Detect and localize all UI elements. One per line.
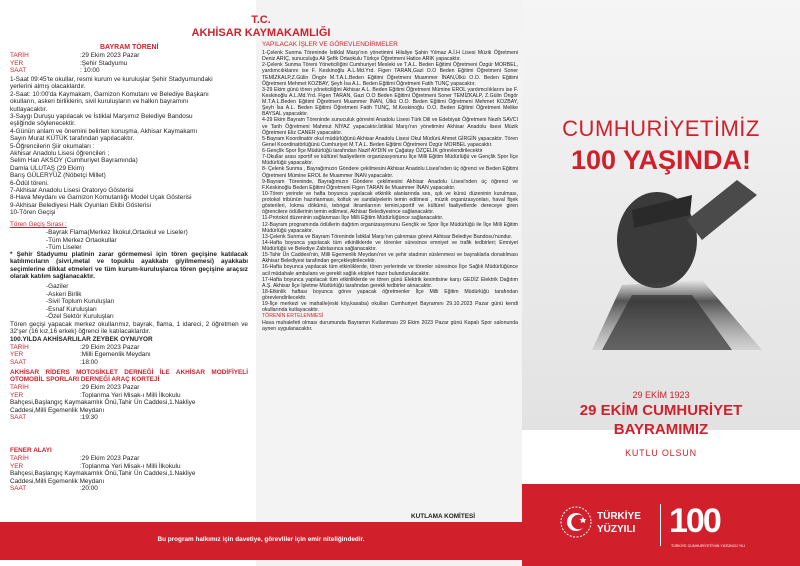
program-line: 2-Saat: 10:00'da Kaymakam, Garnizon Komutanı ve Belediye Başkanı (10, 90, 209, 98)
motor-time-value: :19:30 (80, 414, 98, 421)
program-line: 8-Hava Meydanı ve Garnizon Komutanlığı Model Uçak Gösterisi (10, 194, 192, 202)
motor-place-label: YER (10, 391, 24, 399)
duty-paragraph: 12-Bayram programında ödüllerin dağıtım organizasyonunu Gençlik ve Spor İlçe Müdürlüğü ile İlçe Milli Eğitim Müdürlüğü yapacaktır. (262, 221, 518, 234)
motor-route: Bahçesi,Başlangıç Kaymakamlık Önü,Tahir Ün Caddesi,1.Nakliye (10, 399, 196, 406)
program-line: Sayın Murat KÜTÜK tarafından yapılacaktır. (10, 135, 135, 143)
ceremony-place-label: YER (10, 59, 24, 67)
duty-paragraph: 2-Çelenk Sunma Töreni Yöneticiliğini Cumhuriyet Mesleki ve T.A.L. Beden Eğitimi Öğretmeni Özgür MORBEL, yardımcılıklarını ise F. Keskinoğlu A.L.Md.Yrd. Figen TARAN,Gazi O.O Beden Eğitimi Öğretmeni Soner TEMİZKALP,Z.Gülin Öngör M.T.A.L.Beden Eğitimi Öğretmeni Muammer İNAN,Ülkü O.O. Beden Eğitimi Öğretmeni Mehmet KOZBAY, Şeyh İsa A.L. Beden Eğitimi Öğretmeni Fatih TUNÇ yapacaktır. (262, 62, 518, 87)
logo-100: 100 (669, 502, 720, 540)
program-line: 9-Akhisar Belediyesi Halk Oyunları Ekibi Gösterisi (10, 201, 151, 209)
zeybek-date-label: TARİH (10, 343, 29, 351)
motor-route: Caddesi,Milli Egemenlik Meydanı (10, 406, 105, 414)
ceremony-place-value: :Şehir Stadyumu (80, 59, 128, 67)
duty-paragraph: 5-Bayram Koordinatör okul müdürlüğünü Akhisar Anadolu Lisesi Okul Müdürü Ahmet GİRGİN yapacaktır. Tören Genel Koordinatörlüğünü Cumhuriyet M.T.A.L. Beden Eğitimi Öğretmeni Özgür MORBEL yapacaktır. (262, 135, 518, 148)
footer-bar (0, 522, 522, 560)
duty-paragraph: 18-Etkinlik haftası boyunca görev yapacak öğretmenler İlçe Milli Eğitim Müdürlüğü tarafından görevlendirilecektir. (262, 288, 518, 301)
duty-paragraph: 4-29 Ekim Bayram Töreninde sunuculuk görevini Anadolu Lisesi Türk Dili ve Edebiyatı Öğretmeni Nezih SAVCI ve Tarih Öğretmeni Mahmut NİYAZ yapacaktır.İstiklal Marşı'nın yönetimini Akhisar Anadolu lisesi Müzik Öğretmeni Eliz CANER yapacaktır. (262, 117, 518, 136)
motor-place-value: :Toplanma Yeri Misak-ı Milli İlkokulu (80, 391, 181, 399)
header-kaymakamlik: AKHİSAR KAYMAKAMLIĞI (191, 27, 331, 39)
logo-divider (660, 504, 661, 546)
cover-headline-1: CUMHURİYETİMİZ (562, 116, 760, 141)
parade-item: -Tüm Liseler (46, 244, 82, 251)
postponement-text: Hava muhalefeti olması durumunda Bayramın Kutlanması 29 Ekim 2023 Pazar günü Kapalı Spor salonunda aynen uygulanacaktır. (262, 319, 518, 332)
duty-paragraph: 7-Okullar arası sportif ve kültürel faaliyetlerin organizasyonunu İlçe Milli Eğitim Müdürlüğü ve Gençlik Spor İlçe Müdürlüğü yapacaktır. (262, 154, 518, 167)
program-line: 3-Saygı Duruşu yapılacak ve İstiklal Marşımız Belediye Bandosu (10, 113, 193, 120)
duty-paragraph: 13-Çelenk Sunma ve Bayram Töreninde İstiklal Marşı'nın çalınması görevi Akhisar Belediye Bandosu'nundur. (262, 233, 513, 240)
motor-date-label: TARİH (10, 384, 29, 391)
parade-closing: Tören geçişi yapacak merkez okullarımız, bayrak, flama, 1 idareci, 2 öğretmen ve 32'şer (16 kız,16 erkek) öğrenci ile katılacaklardır. (10, 320, 248, 335)
duty-paragraph: 1-Çelenk Sunma Töreninde İstiklal Marşı'nın yönetimini Hilaliye Şahin Yılmaz A.İ.H Lisesi Müzik Öğretmeni Deniz ARIÇ, sunuculuğu Ali Şefik Ortaokulu Türkçe Öğretmeni Hatice ARIK yapacaktır. (262, 50, 518, 63)
ceremony-date-value: :29 Ekim 2023 Pazar (80, 52, 140, 59)
header-tc: T.C. (251, 14, 271, 26)
program-line: eşliğinde söylenecektir. (10, 120, 76, 128)
duties-panel (256, 0, 522, 566)
motor-time-label: SAAT (10, 414, 27, 421)
ceremony-time-value: : 10:00 (80, 67, 100, 74)
program-line: 10-Tören Geçişi (10, 209, 56, 217)
ceremony-date-label: TARİH (10, 52, 29, 59)
duty-paragraph: 15-Tahir Ün Caddesi'nin, Milli Egemenlik Meydanı'nın ve şehir stadının süslenmesi ve bayraklarla donatılması Akhisar Belediyesi tarafından gerçekleştirilecektir. (262, 252, 518, 265)
program-line: okulların, askeri birliklerin, sivil kuruluşların ve halkın bayramını (10, 98, 189, 106)
cover-bayram-line-2: BAYRAMIMIZ (613, 421, 709, 438)
zeybek-time-value: :18:00 (80, 358, 98, 366)
logo-caption: TÜRKİYE CUMHURİYETİ'NİN YÜZÜNCÜ YILI (671, 544, 746, 548)
postponement-title: TÖRENİN ERTELENMESİ (262, 313, 324, 320)
zeybek-place-value: :Milli Egemenlik Meydanı (80, 351, 151, 358)
program-line: Barış GÜLERYÜZ (Nöbetçi Millet) (10, 172, 106, 180)
parade-item: -Özel Sektör Kuruluşları (46, 313, 114, 320)
ceremony-title: BAYRAM TÖRENİ (100, 44, 159, 51)
program-line: Damla ULUTAŞ (29 Ekim) (10, 164, 85, 172)
parade-item: -Gaziler (46, 283, 69, 290)
cover-kutlu: KUTLU OLSUN (625, 448, 697, 458)
fener-title: FENER ALAYI (10, 447, 52, 454)
duties-body (262, 50, 518, 332)
motor-date-value: :29 Ekim 2023 Pazar (80, 384, 140, 391)
zeybek-place-label: YER (10, 351, 24, 358)
program-line: 6-Ödül töreni. (10, 179, 49, 187)
program-line: yerlerini almış olacaklardır. (10, 83, 86, 91)
duty-paragraph: 3-29 Ekim günü tören yöneticiliğini Akhisar A.L. Beden Eğitimi Öğretmeni Mümine EROL yardımcılıklarını ise F. Keskinoğlu A.L.Md.Yrd. Figen TARAN, Gazi O.O Beden Eğitimi Öğretmeni Soner TEMİZKALP, Z.Gülin Öngör M.T.A.L.Beden Eğitimi Öğretmeni Muammer İNAN, Ülkü O.O. Beden Eğitimi Öğretmeni Mehmet KOZBAY, Şeyh İsa A.L. Beden Eğitimi Öğretmeni Fatih TUNÇ, M.Keskinoğlu O.O. Beden Eğitimi Öğretmeni Melike BAYSAL yapacaktır. (262, 86, 518, 118)
parade-item: -Askeri Birlik (46, 290, 82, 298)
fener-route: Caddesi,Milli Egemenlik Meydanı (10, 477, 105, 485)
fener-date-value: :29 Ekim 2023 Pazar (80, 455, 140, 462)
duty-paragraph: 8- Çelenk Sunma , Bayrağımızın Göndere çekilmesini Akhisar Anadolu Lisesi'nden üç öğrenci ve Beden Eğitimi Öğretmeni Mümine EROL ile Muammer İNAN yapacaktır. (262, 166, 518, 179)
duty-paragraph: 9-Bayram Töreninde, Bayrağımızın Göndere çekilmesini Akhisar Anadolu Lisesi'nden üç öğrenci ve F.Keskinoğlu Beden Eğitimi Öğretmeni Figen TARAN ile Muammer İNAN yapacaktır. (262, 178, 518, 191)
zeybek-time-label: SAAT (10, 358, 27, 366)
program-line: Selim Han AKSOY (Cumhuriyet Bayramında) (10, 157, 138, 165)
cover-date: 29 EKİM 1923 (632, 390, 690, 400)
duty-paragraph: 10-Tören yerinde ve hafta boyunca yapılacak etkinlik alanlarında ses, ışık ve kürsü düzeninin kurulması, protokol tribünün hazırlanması, koltuk ve sandalyelerin temin edilmesi , müzik organizasyonları, haval fişek gösterileri, lokma dökümü, tebrigat ikramlarının temini,sportif ve kültürel faaliyetlerde dereceye giren öğrencilere ödüllerinin temin edilmesi, Akhisar Belediyesince sağlanacaktır. (262, 190, 518, 216)
zeybek-date-value: :29 Ekim 2023 Pazar (80, 343, 140, 351)
fener-place-value: :Toplanma Yeri Misak-ı Milli İlkokulu (80, 462, 181, 470)
fener-place-label: YER (10, 462, 24, 470)
parade-item: -Tüm Merkez Ortaokullar (46, 236, 117, 244)
cover-bayram-line-1: 29 EKİM CUMHURİYET (579, 402, 743, 419)
program-line: 1-Saat 09:45'te okullar, resmi kurum ve kuruluşlar Şehir Stadyumundaki (10, 76, 213, 83)
duty-paragraph: 16-Hafta boyunca yapılacak tüm etkinliklerde, tören yerlerinde ve törenler süresince İlçe Sağlık Müdürlüğünce acil müdahale ambulans ve gerekli sağlık ekipleri hazır bulundurulacaktır. (262, 264, 518, 277)
duty-paragraph: 11-Protokol düzeninin sağlanması İlçe Milli Eğitim Müdürlüğünce sağlanacaktır. (262, 215, 444, 222)
program-line: 4-Günün anlam ve önemini belirten konuşma, Akhisar Kaymakamı (10, 127, 198, 135)
program-line: kutlayacaktır. (10, 105, 48, 113)
turkiye-yuzyili-emblem (560, 506, 592, 538)
committee-signature: KUTLAMA KOMİTESİ (411, 513, 476, 520)
parade-item: -Bayrak Flama(Merkez İlkokul,Ortaokul ve Liseler) (46, 229, 188, 236)
fener-route: Bahçesi,Başlangıç Kaymakamlık Önü,Tahir Ün Caddesi,1.Nakliye (10, 470, 196, 477)
logo-line-2: YÜZYILI (597, 524, 636, 535)
duty-paragraph: 14-Hafta boyunca yapılacak tüm etkinliklerde ve törenler süresince emniyet ve trafik tedbirleri; Emniyet Müdürlüğü ve Belediye Zabıtasınca sağlanacaktır. (262, 239, 518, 252)
program-line: 7-Akhisar Anadolu Lisesi Oratoryo Gösterisi (10, 187, 134, 194)
program-line: 5-Öğrencilerin Şiir okumaları : (10, 142, 95, 150)
logo-line-1: TÜRKİYE (597, 511, 641, 522)
duty-paragraph: 19-İlçe merkezi ve mahalle(eski köy,kasaba) okulları Cumhuriyet Bayramını 29.10.2023 Pazar günü kendi okullarında kutlayacaktır. (262, 301, 518, 314)
duty-paragraph: 6-Gençlik Spor İlçe Müdürlüğü tarafından Nazif AYDIN ve Çağatay ÖZÇELİK görevlendirilecektir (262, 148, 483, 154)
motor-title: AKHİSAR RİDERS MOTOSİKLET DERNEĞİ İLE AKHİSAR MODİFİYELİ OTOMOBİL SPORLARI DERNEĞİ ARAÇ KORTEJİ (10, 369, 248, 384)
program-line: Akhisar Anadolu Lisesi öğrencileri ; (10, 150, 110, 157)
duty-paragraph: 17-Hafta boyunca yapılacak tüm etkinliklerde ve tören günü Elektrik kesintisine karşı GEDİZ Elektrik Dağıtım A.Ş. Akhisar İlçe İşletme Müdürlüğü tarafından gerekli tedbirler alınacaktır. (262, 276, 518, 289)
zeybek-title: 100.YILDA AKHİSARLILAR ZEYBEK OYNUYOR (10, 336, 153, 343)
fener-time-label: SAAT (10, 485, 27, 492)
ceremony-time-label: SAAT (10, 67, 27, 74)
fener-date-label: TARİH (10, 455, 29, 462)
footer-text: Bu program halkımız için davetiye, görevliler için emir niteliğindedir. (157, 536, 365, 543)
parade-item: -Sivil Toplum Kuruluşları (46, 298, 115, 305)
fener-time-value: :20:00 (80, 485, 98, 492)
cover-panel (522, 0, 800, 566)
cover-headline-2: 100 YAŞINDA! (570, 145, 752, 175)
duties-title: YAPILACAK İŞLER VE GÖREVLENDİRMELER (262, 41, 398, 48)
parade-title: Tören Geçiş Sırası : (10, 221, 67, 228)
parade-notice: * Şehir Stadyumu platinin zarar görmemesi için tören geçişine katılacak katılımcıların (sivri,metal ve topuklu ayakkabı giyilmemesi) ayakkabı seçimlerine dikkat etmeleri ve tüm kurum-kuruluşlarca tören geçişine araçsız olarak katılım sağlanacaktır. (10, 251, 248, 281)
program-panel (0, 0, 256, 566)
parade-item: -Esnaf Kuruluşları (46, 305, 97, 313)
logo-bar (522, 484, 800, 566)
